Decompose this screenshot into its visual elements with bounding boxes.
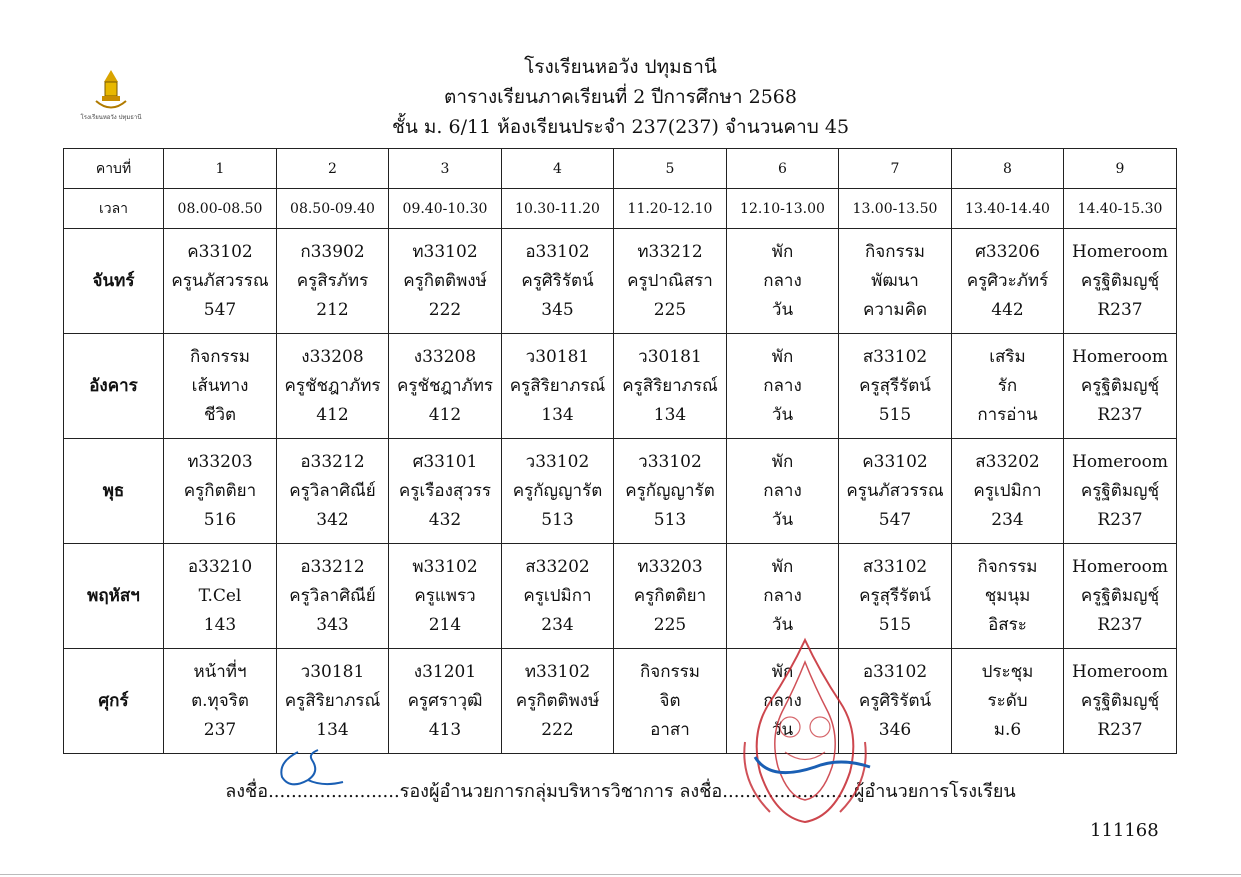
teacher-name: กลาง	[763, 690, 802, 711]
class-cell	[614, 439, 727, 544]
day-label: พุธ	[64, 439, 164, 544]
room-number: ชีวิต	[203, 404, 237, 425]
class-cell	[277, 334, 389, 439]
room-number: 513	[541, 509, 574, 530]
class-cell	[164, 334, 277, 439]
subject-code: ว33102	[525, 451, 590, 472]
room-number: 342	[316, 509, 349, 530]
day-label: ศุกร์	[64, 649, 164, 754]
room-number: R237	[1097, 404, 1143, 425]
room-number: อิสระ	[988, 614, 1027, 635]
subject-code: กิจกรรม	[189, 346, 250, 367]
teacher-name: ครูกิตติยา	[183, 480, 257, 501]
class-cell	[277, 439, 389, 544]
room-number: 234	[991, 509, 1024, 530]
subject-code: ก33902	[300, 241, 365, 262]
teacher-name: ระดับ	[987, 690, 1028, 711]
teacher-name: ครูวิลาศิณีย์	[289, 480, 376, 501]
room-number: 214	[428, 614, 462, 635]
teacher-name: ครูกัญญารัต	[625, 480, 715, 501]
period-header-row	[64, 149, 1177, 189]
teacher-name: ครูฐิติมญชุ์	[1080, 375, 1160, 396]
class-cell	[952, 439, 1064, 544]
period-time: 10.30-11.20	[502, 189, 614, 229]
subject-code: อ33102	[525, 241, 590, 262]
teacher-name: กลาง	[763, 270, 802, 291]
subject-code: ศ33206	[975, 241, 1040, 262]
teacher-name: ครูสุรีรัตน์	[859, 585, 931, 606]
class-cell	[502, 544, 614, 649]
day-row	[64, 334, 1177, 439]
class-cell	[952, 649, 1064, 754]
teacher-name: พัฒนา	[871, 270, 919, 291]
room-number: 513	[653, 509, 687, 530]
class-cell	[839, 439, 952, 544]
class-cell	[614, 649, 727, 754]
period-time: 13.00-13.50	[839, 189, 952, 229]
teacher-name: ครูกิตติยา	[633, 585, 707, 606]
period-number: 5	[614, 149, 727, 189]
class-cell	[164, 544, 277, 649]
subject-code: ง31201	[413, 661, 477, 682]
subject-code: Homeroom	[1072, 556, 1168, 577]
room-number: 134	[541, 404, 574, 425]
teacher-name: ครูปาณิสรา	[627, 270, 713, 291]
class-cell	[277, 229, 389, 334]
class-cell	[164, 649, 277, 754]
subject-code: ส33202	[525, 556, 590, 577]
period-time: 14.40-15.30	[1064, 189, 1177, 229]
room-number: 346	[878, 719, 912, 740]
day-label: จันทร์	[64, 229, 164, 334]
time-header-label: เวลา	[64, 189, 164, 229]
room-number: R237	[1097, 299, 1143, 320]
room-number: การอ่าน	[977, 404, 1038, 425]
subject-code: กิจกรรม	[977, 556, 1038, 577]
room-number: 225	[653, 299, 687, 320]
class-cell	[164, 229, 277, 334]
room-number: 345	[541, 299, 574, 320]
class-cell	[389, 544, 502, 649]
teacher-name: ครูเปมิกา	[973, 480, 1042, 501]
logo-caption: โรงเรียนหอวัง ปทุมธานี	[80, 114, 142, 121]
room-number: R237	[1097, 719, 1143, 740]
class-cell	[614, 544, 727, 649]
teacher-name: ครูเปมิกา	[523, 585, 592, 606]
teacher-name: กลาง	[763, 585, 802, 606]
class-cell	[277, 544, 389, 649]
room-number: 413	[428, 719, 462, 740]
class-cell	[1064, 649, 1177, 754]
timetable	[63, 148, 1177, 754]
class-cell	[839, 229, 952, 334]
room-number: 234	[541, 614, 574, 635]
teacher-name: ครูเรืองสุวรร	[398, 480, 492, 501]
subject-code: ว30181	[638, 346, 702, 367]
subject-code: อ33210	[187, 556, 253, 577]
subject-code: ค33102	[862, 451, 928, 472]
class-cell	[952, 544, 1064, 649]
room-number: 412	[316, 404, 349, 425]
page-bottom-rule	[0, 874, 1241, 875]
room-number: R237	[1097, 614, 1143, 635]
subject-code: ว33102	[638, 451, 702, 472]
subject-code: ส33102	[862, 556, 928, 577]
teacher-name: ครูวิลาศิณีย์	[289, 585, 376, 606]
class-cell	[952, 334, 1064, 439]
teacher-name: กลาง	[763, 375, 802, 396]
subject-code: Homeroom	[1072, 241, 1168, 262]
room-number: 547	[203, 299, 237, 320]
room-number: ม.6	[993, 719, 1022, 740]
teacher-name: ชุมนุม	[984, 585, 1031, 606]
class-cell	[839, 334, 952, 439]
class-cell	[164, 439, 277, 544]
class-cell	[952, 229, 1064, 334]
room-number: 343	[316, 614, 349, 635]
room-number: วัน	[771, 719, 794, 740]
teacher-name: ครูศิริรัตน์	[521, 270, 594, 291]
room-number: 222	[541, 719, 574, 740]
class-cell	[502, 439, 614, 544]
room-number: 412	[428, 404, 462, 425]
room-number: 432	[428, 509, 462, 530]
class-cell	[727, 334, 839, 439]
class-cell	[839, 649, 952, 754]
period-header-label: คาบที่	[64, 149, 164, 189]
subject-code: ท33203	[187, 451, 253, 472]
subject-code: ท33102	[524, 661, 591, 682]
school-name: โรงเรียนหอวัง ปทุมธานี	[524, 56, 717, 78]
subject-code: Homeroom	[1072, 661, 1168, 682]
class-cell	[727, 544, 839, 649]
class-cell	[614, 334, 727, 439]
teacher-name: กลาง	[763, 480, 802, 501]
teacher-name: เส้นทาง	[191, 375, 249, 396]
subject-code: พัก	[771, 661, 794, 682]
class-cell	[502, 229, 614, 334]
room-number: 442	[991, 299, 1024, 320]
subject-code: Homeroom	[1072, 346, 1168, 367]
teacher-name: ครูกิตติพงษ์	[515, 690, 600, 711]
signature-line: ลงชื่อ.......................รองผู้อำนวยการกลุ่มบริหารวิชาการ ลงชื่อ.......................ผู้อำนวยการโรงเรียน	[225, 781, 1016, 802]
subject-code: ท33203	[637, 556, 703, 577]
teacher-name: T.Cel	[198, 585, 242, 606]
teacher-name: ครูกิตติพงษ์	[403, 270, 487, 291]
room-number: 515	[878, 404, 912, 425]
teacher-name: ครูชัชฎาภัทร	[284, 375, 381, 396]
day-row	[64, 439, 1177, 544]
class-cell	[389, 229, 502, 334]
class-cell	[502, 649, 614, 754]
class-cell	[1064, 229, 1177, 334]
room-number: 143	[203, 614, 237, 635]
room-number: R237	[1097, 509, 1143, 530]
room-number: 134	[316, 719, 349, 740]
subject-code: ส33202	[975, 451, 1040, 472]
period-time: 08.50-09.40	[277, 189, 389, 229]
teacher-name: ครูสิรภัทร	[296, 270, 369, 291]
subject-code: พัก	[771, 556, 794, 577]
class-cell	[389, 334, 502, 439]
subject-code: ท33102	[412, 241, 478, 262]
teacher-name: ครูสิริยาภรณ์	[622, 375, 718, 396]
class-cell	[389, 439, 502, 544]
subject-code: พัก	[771, 346, 794, 367]
teacher-name: ครูกัญญารัต	[512, 480, 603, 501]
subject-code: พัก	[771, 241, 794, 262]
room-number: ความคิด	[862, 299, 928, 320]
teacher-name: ครูแพรว	[414, 585, 476, 606]
schedule-title: ตารางเรียนภาคเรียนที่ 2 ปีการศึกษา 2568	[444, 86, 797, 108]
subject-code: ส33102	[862, 346, 928, 367]
class-info: ชั้น ม. 6/11 ห้องเรียนประจำ 237(237) จำนวนคาบ 45	[391, 116, 850, 138]
period-number: 3	[389, 149, 502, 189]
subject-code: ประชุม	[981, 661, 1034, 682]
teacher-name: ครูฐิติมญชุ์	[1080, 480, 1160, 501]
day-label: พฤหัสฯ	[64, 544, 164, 649]
room-number: อาสา	[650, 719, 690, 740]
day-row	[64, 229, 1177, 334]
subject-code: หน้าที่ฯ	[193, 661, 247, 682]
period-number: 4	[502, 149, 614, 189]
class-cell	[839, 544, 952, 649]
subject-code: กิจกรรม	[864, 241, 925, 262]
room-number: วัน	[771, 299, 794, 320]
subject-code: ศ33101	[412, 451, 478, 472]
room-number: 516	[203, 509, 237, 530]
subject-code: พ33102	[412, 556, 478, 577]
teacher-name: ครูศราวุฒิ	[407, 690, 483, 711]
day-row	[64, 544, 1177, 649]
room-number: วัน	[771, 614, 794, 635]
class-cell	[502, 334, 614, 439]
page-header	[0, 52, 1241, 142]
room-number: 237	[203, 719, 237, 740]
period-number: 8	[952, 149, 1064, 189]
teacher-name: ครูศิริรัตน์	[858, 690, 932, 711]
period-time: 12.10-13.00	[727, 189, 839, 229]
class-cell	[727, 649, 839, 754]
teacher-name: ครูชัชฎาภัทร	[396, 375, 494, 396]
subject-code: พัก	[771, 451, 794, 472]
day-row	[64, 649, 1177, 754]
period-number: 7	[839, 149, 952, 189]
room-number: วัน	[771, 509, 794, 530]
class-cell	[727, 229, 839, 334]
subject-code: ง33208	[413, 346, 477, 367]
teacher-name: ครูศิวะภัทร์	[966, 270, 1049, 291]
class-cell	[1064, 334, 1177, 439]
subject-code: ว30181	[525, 346, 590, 367]
document-number: 111168	[1090, 820, 1159, 841]
period-time: 11.20-12.10	[614, 189, 727, 229]
room-number: 212	[316, 299, 349, 320]
room-number: 515	[878, 614, 912, 635]
class-cell	[1064, 439, 1177, 544]
subject-code: กิจกรรม	[639, 661, 700, 682]
teacher-name: จิต	[659, 690, 681, 711]
period-time: 09.40-10.30	[389, 189, 502, 229]
teacher-name: ต.ทุจริต	[191, 690, 249, 711]
room-number: 547	[878, 509, 912, 530]
subject-code: เสริม	[989, 346, 1026, 367]
teacher-name: ครูสิริยาภรณ์	[509, 375, 606, 396]
subject-code: ง33208	[301, 346, 364, 367]
time-row	[64, 189, 1177, 229]
teacher-name: ครูฐิติมญชุ์	[1080, 585, 1160, 606]
period-time: 08.00-08.50	[164, 189, 277, 229]
teacher-name: ครูนภัสวรรณ	[171, 270, 269, 291]
subject-code: อ33102	[862, 661, 928, 682]
subject-code: ท33212	[637, 241, 703, 262]
subject-code: Homeroom	[1072, 451, 1168, 472]
room-number: 225	[653, 614, 687, 635]
room-number: 134	[653, 404, 687, 425]
class-cell	[277, 649, 389, 754]
teacher-name: รัก	[997, 375, 1018, 396]
subject-code: ว30181	[300, 661, 365, 682]
teacher-name: ครูนภัสวรรณ	[846, 480, 944, 501]
period-number: 2	[277, 149, 389, 189]
teacher-name: ครูฐิติมญชุ์	[1080, 270, 1160, 291]
subject-code: อ33212	[300, 451, 365, 472]
teacher-name: ครูสุรีรัตน์	[859, 375, 931, 396]
class-cell	[614, 229, 727, 334]
day-label: อังคาร	[64, 334, 164, 439]
period-number: 9	[1064, 149, 1177, 189]
period-number: 6	[727, 149, 839, 189]
class-cell	[389, 649, 502, 754]
period-time: 13.40-14.40	[952, 189, 1064, 229]
room-number: 222	[428, 299, 462, 320]
class-cell	[727, 439, 839, 544]
period-number: 1	[164, 149, 277, 189]
subject-code: ค33102	[187, 241, 253, 262]
teacher-name: ครูสิริยาภรณ์	[284, 690, 381, 711]
teacher-name: ครูฐิติมญชุ์	[1080, 690, 1160, 711]
class-cell	[1064, 544, 1177, 649]
room-number: วัน	[771, 404, 794, 425]
subject-code: อ33212	[300, 556, 365, 577]
